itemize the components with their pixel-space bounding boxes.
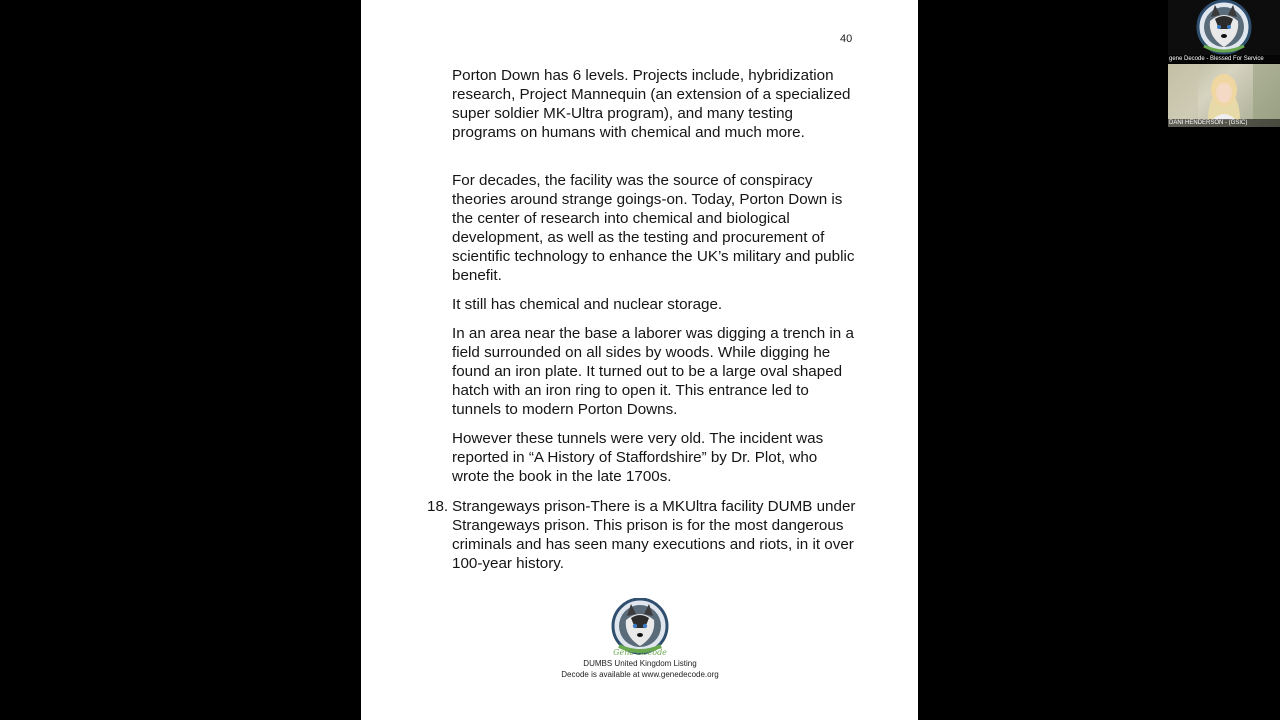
list-item-number: 18. xyxy=(427,498,449,515)
list-item-text: Strangeways prison-There is a MKUltra facility DUMB under Strangeways prison. This prison is for the most dangerous criminals and has seen many executions and riots, in it over 100-year history. xyxy=(452,498,856,572)
paragraph-1 xyxy=(452,66,856,142)
paragraph-text: Porton Down has 6 levels. Projects include, hybridization research, Project Mannequin (an extension of a specialized super soldier MK-Ultra program), and many testing programs on humans with chemical and much more. xyxy=(452,67,851,141)
paragraph-2 xyxy=(452,171,856,285)
page-number: 40 xyxy=(840,33,853,45)
participant-name: DANI HENDERSON - (GSIC) xyxy=(1168,119,1280,127)
paragraph-text: It still has chemical and nuclear storage. xyxy=(452,296,723,313)
paragraph-3 xyxy=(452,295,856,314)
paragraph-text: However these tunnels were very old. The incident was reported in “A History of Staffordshire” by Dr. Plot, who wrote the book in the late 1700s. xyxy=(452,430,824,485)
person-video-icon xyxy=(1168,64,1280,120)
participant-tile-dani[interactable] xyxy=(1168,64,1280,127)
participant-tile-gene[interactable] xyxy=(1168,0,1280,63)
paragraph-5 xyxy=(452,429,856,486)
husky-dog-logo-icon xyxy=(1168,0,1280,56)
footer-website: Decode is available at www.genedecode.org xyxy=(561,670,719,679)
footer-title: DUMBS United Kingdom Listing xyxy=(583,659,697,668)
paragraph-text: In an area near the base a laborer was digging a trench in a field surrounded on all sides by woods. While digging he found an iron plate. It turned out to be a large oval shaped hatch with an iron ring to open it. This entrance led to tunnels to modern Porton Downs. xyxy=(452,325,854,418)
participant-name: gene Decode - Blessed For Service xyxy=(1168,55,1280,63)
list-item-18 xyxy=(427,497,857,573)
husky-dog-logo-icon xyxy=(609,598,671,658)
paragraph-4 xyxy=(452,324,856,419)
paragraph-text: For decades, the facility was the source of conspiracy theories around strange goings-on. Today, Porton Down is the center of research into chemical and biological development, as well as the testing and procurement of scientific technology to enhance the UK’s military and public benefit. xyxy=(452,172,855,284)
svg-text:Gene Decode: Gene Decode xyxy=(613,648,667,657)
